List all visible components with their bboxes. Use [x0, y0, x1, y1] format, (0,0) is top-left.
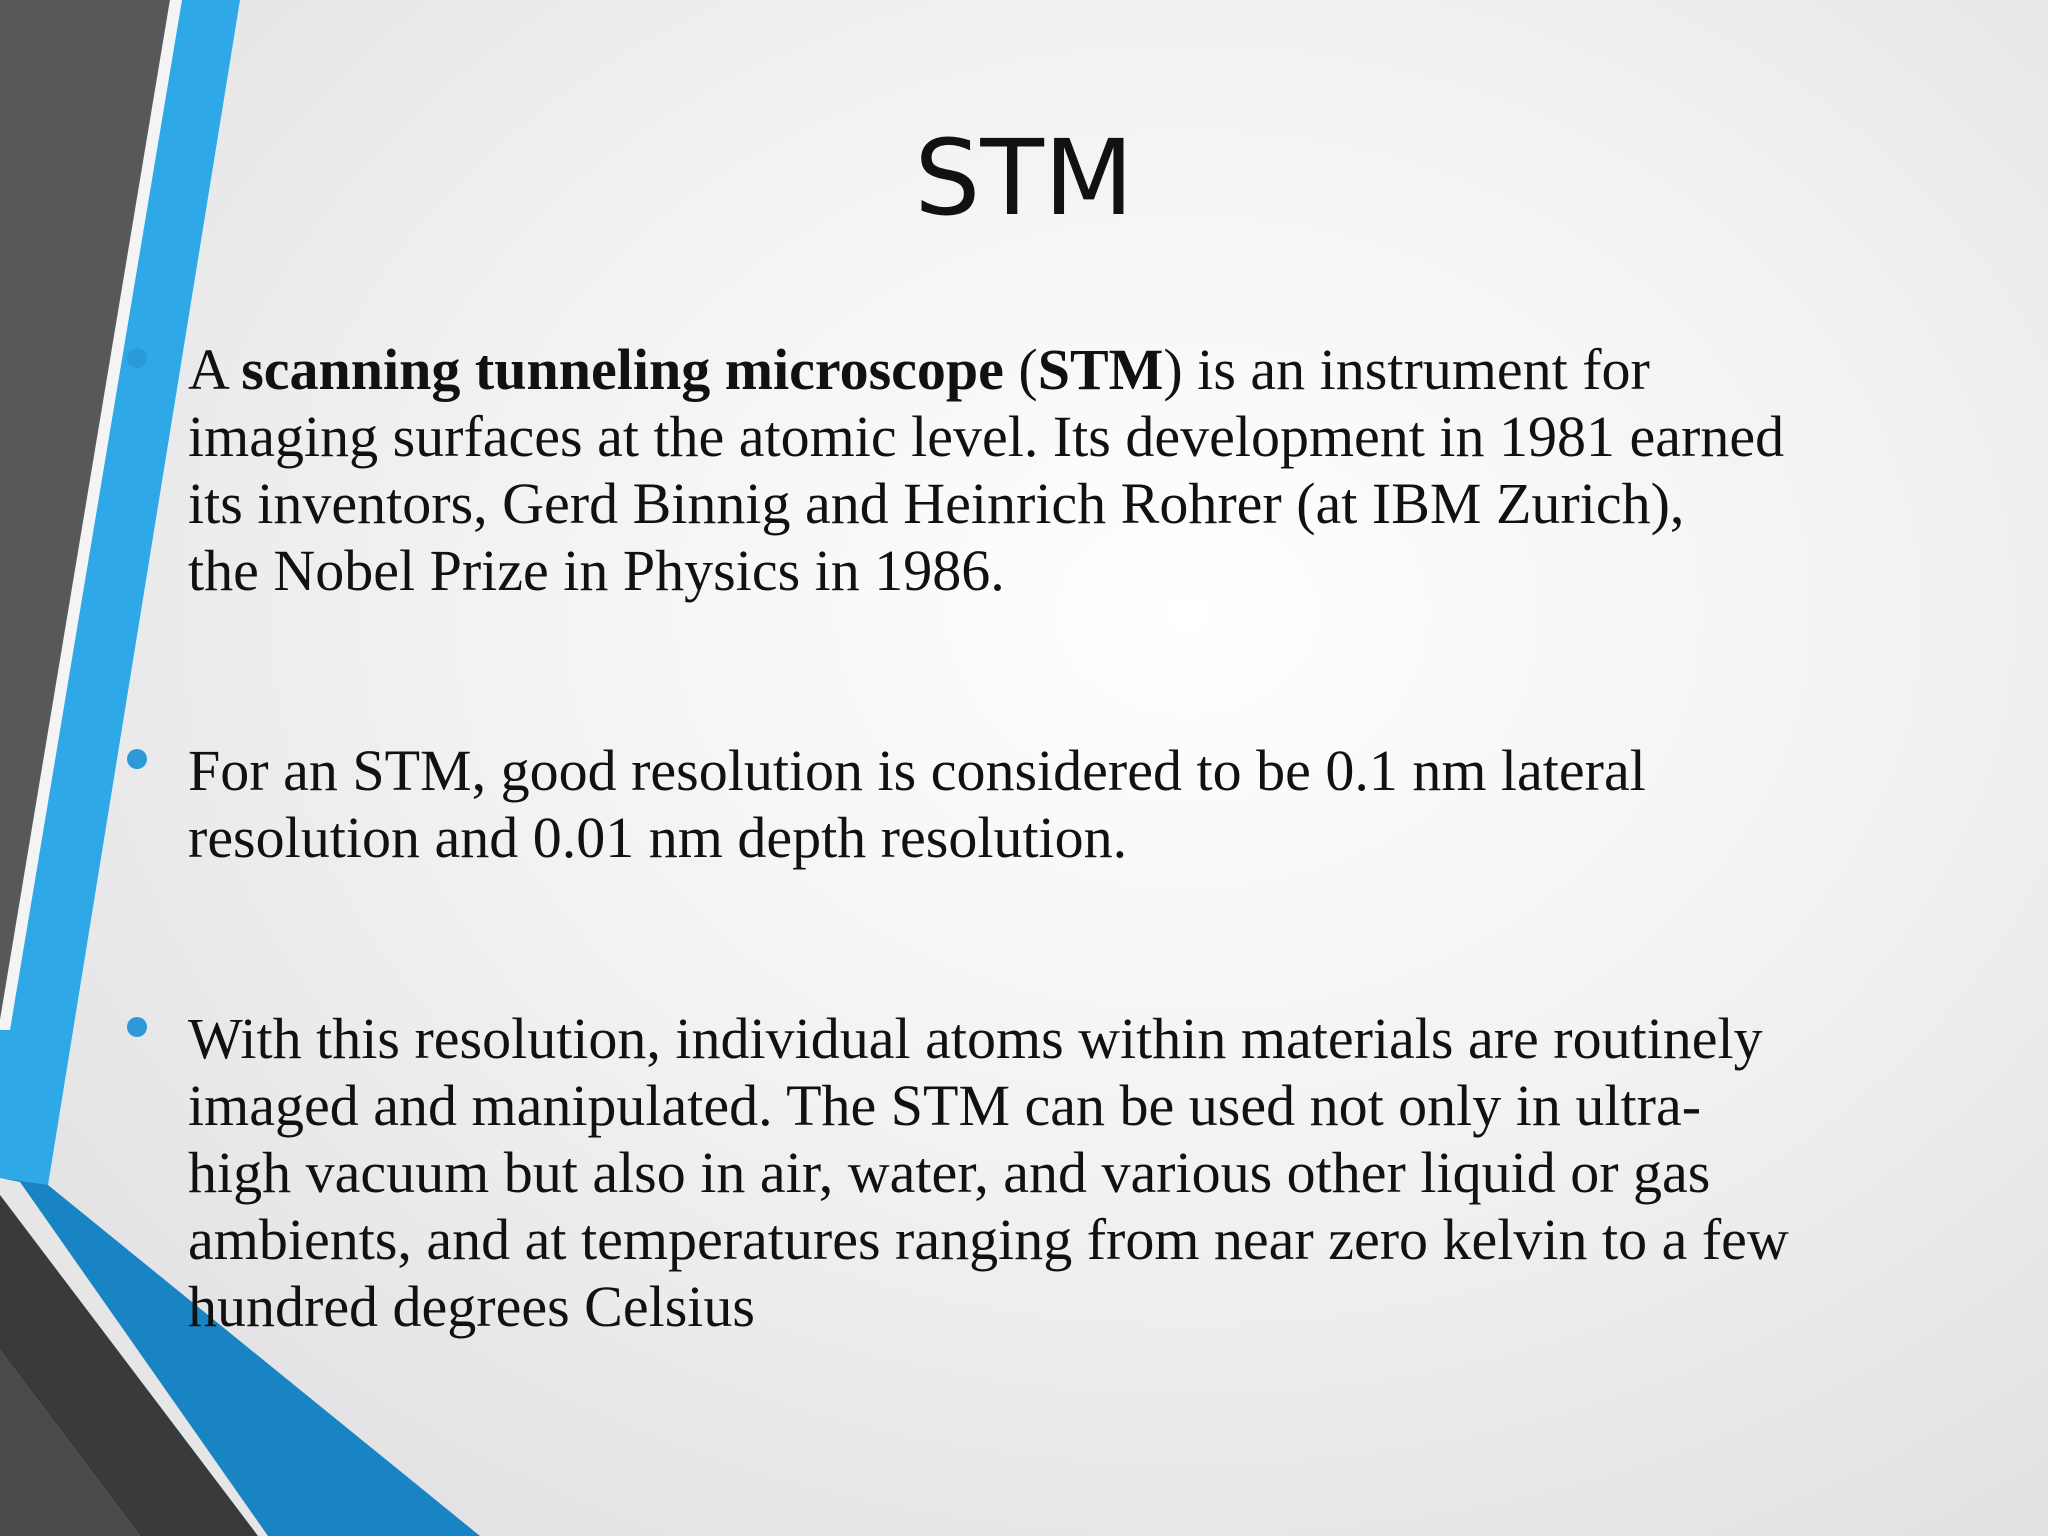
bullet-line: high vacuum but also in air, water, and various other liquid or gas: [188, 1140, 1711, 1205]
bullet-line: With this resolution, individual atoms within materials are routinely: [188, 1006, 1763, 1071]
bullet-dot: [127, 749, 147, 769]
text-segment: (: [1003, 337, 1038, 402]
bullet-line: hundred degrees Celsius: [188, 1274, 755, 1339]
bold-term: STM: [1037, 337, 1164, 402]
bullet-dot: [127, 348, 147, 368]
bullet-line: ambients, and at temperatures ranging from near zero kelvin to a few: [188, 1207, 1789, 1272]
slide-title: STM: [914, 117, 1134, 239]
bullet-item-stm-definition: [188, 336, 1948, 604]
bullet-dot: [127, 1017, 147, 1037]
bullet-line: its inventors, Gerd Binnig and Heinrich Rohrer (at IBM Zurich),: [188, 471, 1685, 536]
bullet-item-applications: [188, 1005, 1948, 1340]
bullet-line: [188, 336, 1948, 403]
bullet-line: the Nobel Prize in Physics in 1986.: [188, 538, 1005, 603]
text-segment: A: [188, 337, 242, 402]
bullet-item-resolution: [188, 737, 1948, 871]
bullet-line: imaging surfaces at the atomic level. Its development in 1981 earned: [188, 404, 1785, 469]
bold-term: scanning tunneling microscope: [241, 337, 1004, 402]
text-segment: ) is an instrument for: [1163, 337, 1650, 402]
bullet-line: resolution and 0.01 nm depth resolution.: [188, 805, 1128, 870]
bullet-line: For an STM, good resolution is considered to be 0.1 nm lateral: [188, 738, 1646, 803]
bullet-line: imaged and manipulated. The STM can be used not only in ultra-: [188, 1073, 1702, 1138]
